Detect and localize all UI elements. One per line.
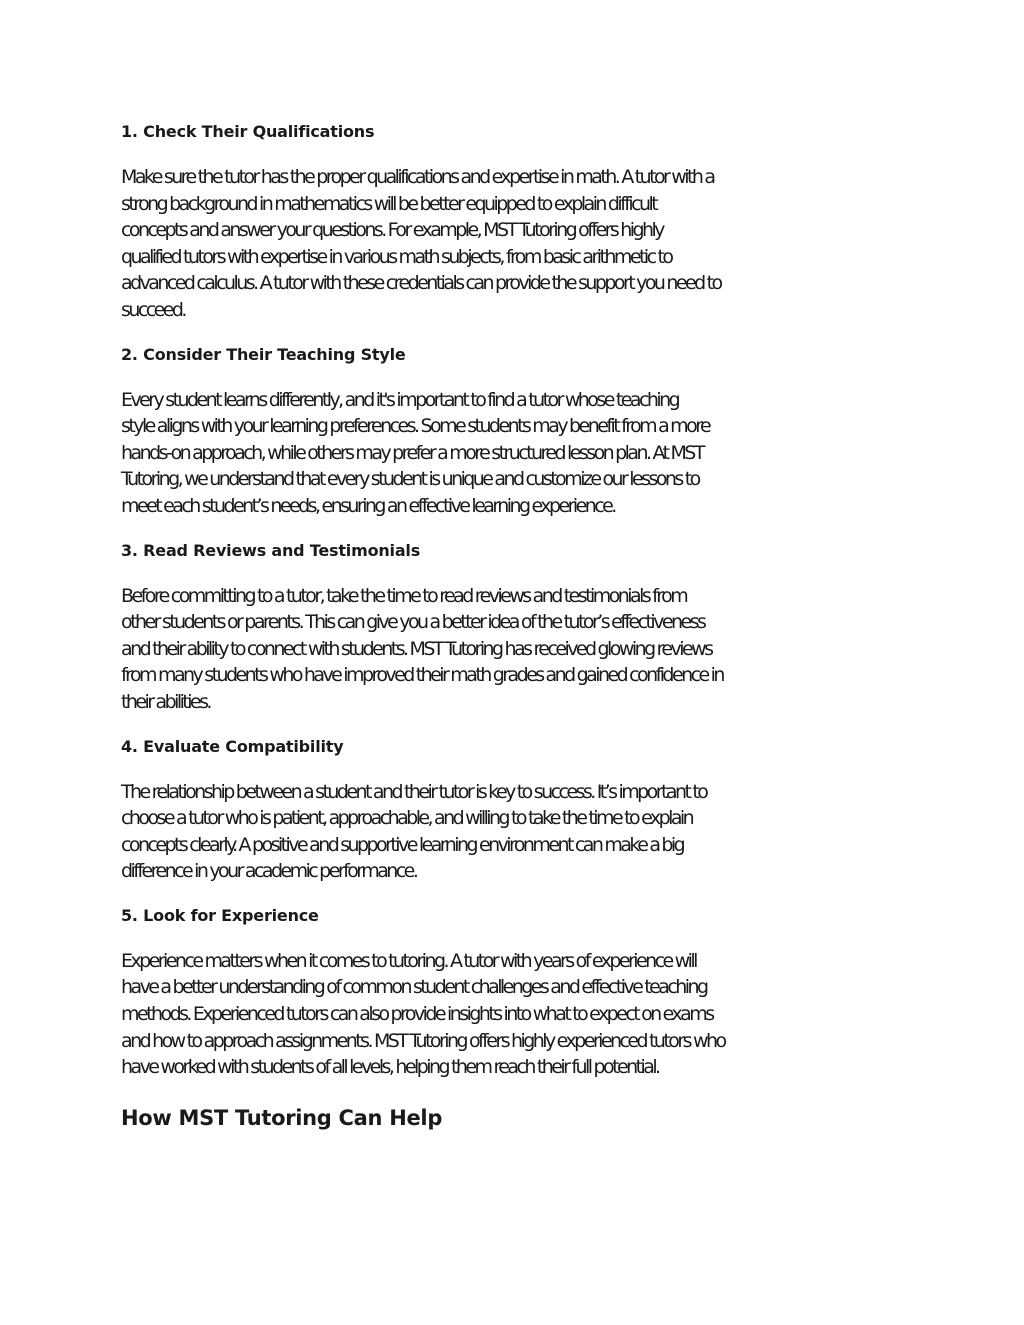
section-paragraph-qualifications xyxy=(121,164,921,324)
paragraph-line: The relationship between a student and their tutor is key to success. It’s important to xyxy=(121,780,707,803)
paragraph-line: advanced calculus. A tutor with these credentials can provide the support you need to xyxy=(121,272,721,295)
paragraph-line: strong background in mathematics will be better equipped to explain difficult xyxy=(121,192,657,215)
paragraph-line: Every student learns differently, and it's important to find a tutor whose teaching xyxy=(121,388,679,411)
section-paragraph-teaching-style xyxy=(121,387,921,520)
paragraph-line: and how to approach assignments. MST Tutoring offers highly experienced tutors who xyxy=(121,1029,725,1052)
section-paragraph-experience xyxy=(121,948,921,1081)
paragraph-line: concepts clearly. A positive and supportive learning environment can make a big xyxy=(121,833,684,856)
paragraph-line: other students or parents. This can give you a better idea of the tutor’s effectiveness xyxy=(121,611,705,634)
paragraph-line: Before committing to a tutor, take the time to read reviews and testimonials from xyxy=(121,584,687,607)
section-heading-experience: 5. Look for Experience xyxy=(121,905,319,925)
section-heading-teaching-style: 2. Consider Their Teaching Style xyxy=(121,344,406,364)
paragraph-line: methods. Experienced tutors can also provide insights into what to expect on exams xyxy=(121,1003,713,1026)
main-heading: How MST Tutoring Can Help xyxy=(121,1105,443,1130)
paragraph-line: meet each student’s needs, ensuring an effective learning experience. xyxy=(121,494,615,517)
paragraph-line: difference in your academic performance. xyxy=(121,860,417,883)
section-heading-compatibility: 4. Evaluate Compatibility xyxy=(121,736,344,756)
paragraph-line: Tutoring, we understand that every student is unique and customize our lessons to xyxy=(121,468,699,491)
paragraph-line: concepts and answer your questions. For example, MST Tutoring offers highly xyxy=(121,219,663,242)
section-paragraph-compatibility xyxy=(121,779,921,885)
section-heading-qualifications: 1. Check Their Qualifications xyxy=(121,122,375,141)
paragraph-line: from many students who have improved their math grades and gained confidence in xyxy=(121,664,723,687)
paragraph-line: succeed. xyxy=(121,298,185,321)
paragraph-line: Make sure the tutor has the proper qualifications and expertise in math. A tutor with a xyxy=(121,166,714,188)
section-heading-reviews: 3. Read Reviews and Testimonials xyxy=(121,540,421,560)
paragraph-line: their abilities. xyxy=(121,690,210,713)
paragraph-line: have worked with students of all levels, helping them reach their full potential. xyxy=(121,1056,659,1079)
paragraph-line: choose a tutor who is patient, approachable, and willing to take the time to explain xyxy=(121,807,693,830)
section-paragraph-reviews xyxy=(121,583,921,716)
paragraph-line: style aligns with your learning preferences. Some students may benefit from a more xyxy=(121,415,710,438)
document-content xyxy=(121,119,921,1133)
paragraph-line: Experience matters when it comes to tutoring. A tutor with years of experience will xyxy=(121,949,696,972)
paragraph-line: qualified tutors with expertise in various math subjects, from basic arithmetic to xyxy=(121,245,672,268)
paragraph-line: have a better understanding of common student challenges and effective teaching xyxy=(121,976,707,999)
paragraph-line: and their ability to connect with students. MST Tutoring has received glowing reviews xyxy=(121,637,712,660)
paragraph-line: hands-on approach, while others may prefer a more structured lesson plan. At MST xyxy=(121,441,703,464)
